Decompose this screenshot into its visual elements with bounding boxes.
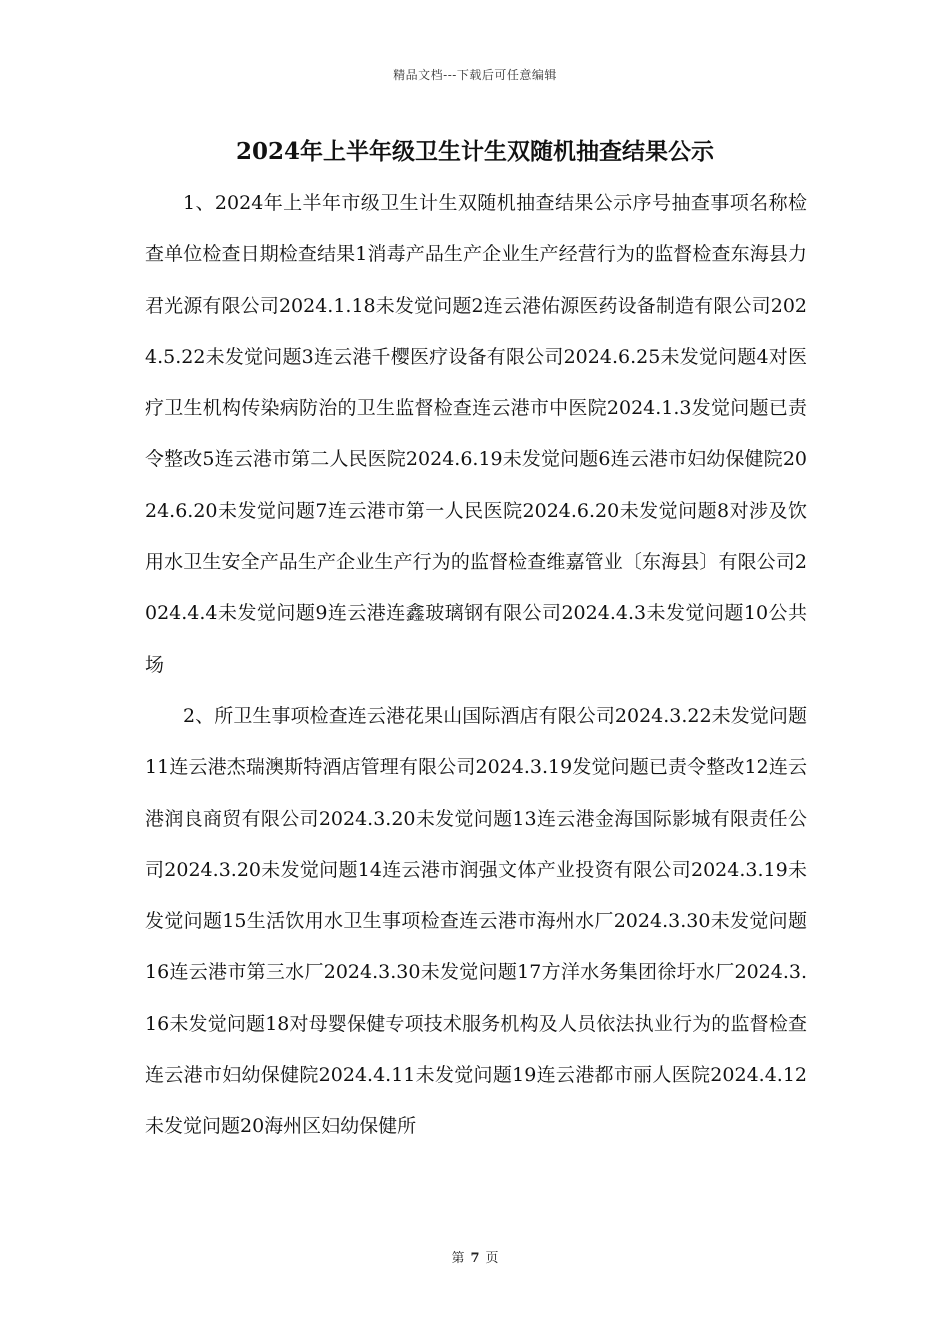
- document-body: [145, 178, 807, 1153]
- page-footer: [0, 1247, 950, 1266]
- page-number: 7: [470, 1251, 480, 1266]
- paragraph-1: 1、2024年上半年市级卫生计生双随机抽查结果公示序号抽查事项名称检查单位检查日期检查结果1消毒产品生产企业生产经营行为的监督检查东海县力君光源有限公司2024.1.18未发觉问题2连云港佑源医药设备制造有限公司2024.5.22未发觉问题3连云港千樱医疗设备有限公司2024.6.25未发觉问题4对医疗卫生机构传染病防治的卫生监督检查连云港市中医院2024.1.3发觉问题已责令整改5连云港市第二人民医院2024.6.19未发觉问题6连云港市妇幼保健院2024.6.20未发觉问题7连云港市第一人民医院2024.6.20未发觉问题8对涉及饮用水卫生安全产品生产企业生产行为的监督检查维嘉管业〔东海县〕有限公司2024.4.4未发觉问题9连云港连鑫玻璃钢有限公司2024.4.3未发觉问题10公共场: [145, 192, 807, 676]
- footer-suffix: 页: [485, 1251, 499, 1266]
- paragraph-2: 2、所卫生事项检查连云港花果山国际酒店有限公司2024.3.22未发觉问题11连云港杰瑞澳斯特酒店管理有限公司2024.3.19发觉问题已责令整改12连云港润良商贸有限公司2024.3.20未发觉问题13连云港金海国际影城有限责任公司2024.3.20未发觉问题14连云港市润强文体产业投资有限公司2024.3.19未发觉问题15生活饮用水卫生事项检查连云港市海州水厂2024.3.30未发觉问题16连云港市第三水厂2024.3.30未发觉问题17方洋水务集团徐圩水厂2024.3.16未发觉问题18对母婴保健专项技术服务机构及人员依法执业行为的监督检查连云港市妇幼保健院2024.4.11未发觉问题19连云港都市丽人医院2024.4.12未发觉问题20海州区妇幼保健所: [145, 704, 807, 1138]
- footer-prefix: 第: [451, 1251, 465, 1266]
- page-header: 精品文档---下载后可任意编辑: [393, 68, 557, 82]
- document-title: 2024年上半年级卫生计生双随机抽查结果公示: [235, 138, 714, 165]
